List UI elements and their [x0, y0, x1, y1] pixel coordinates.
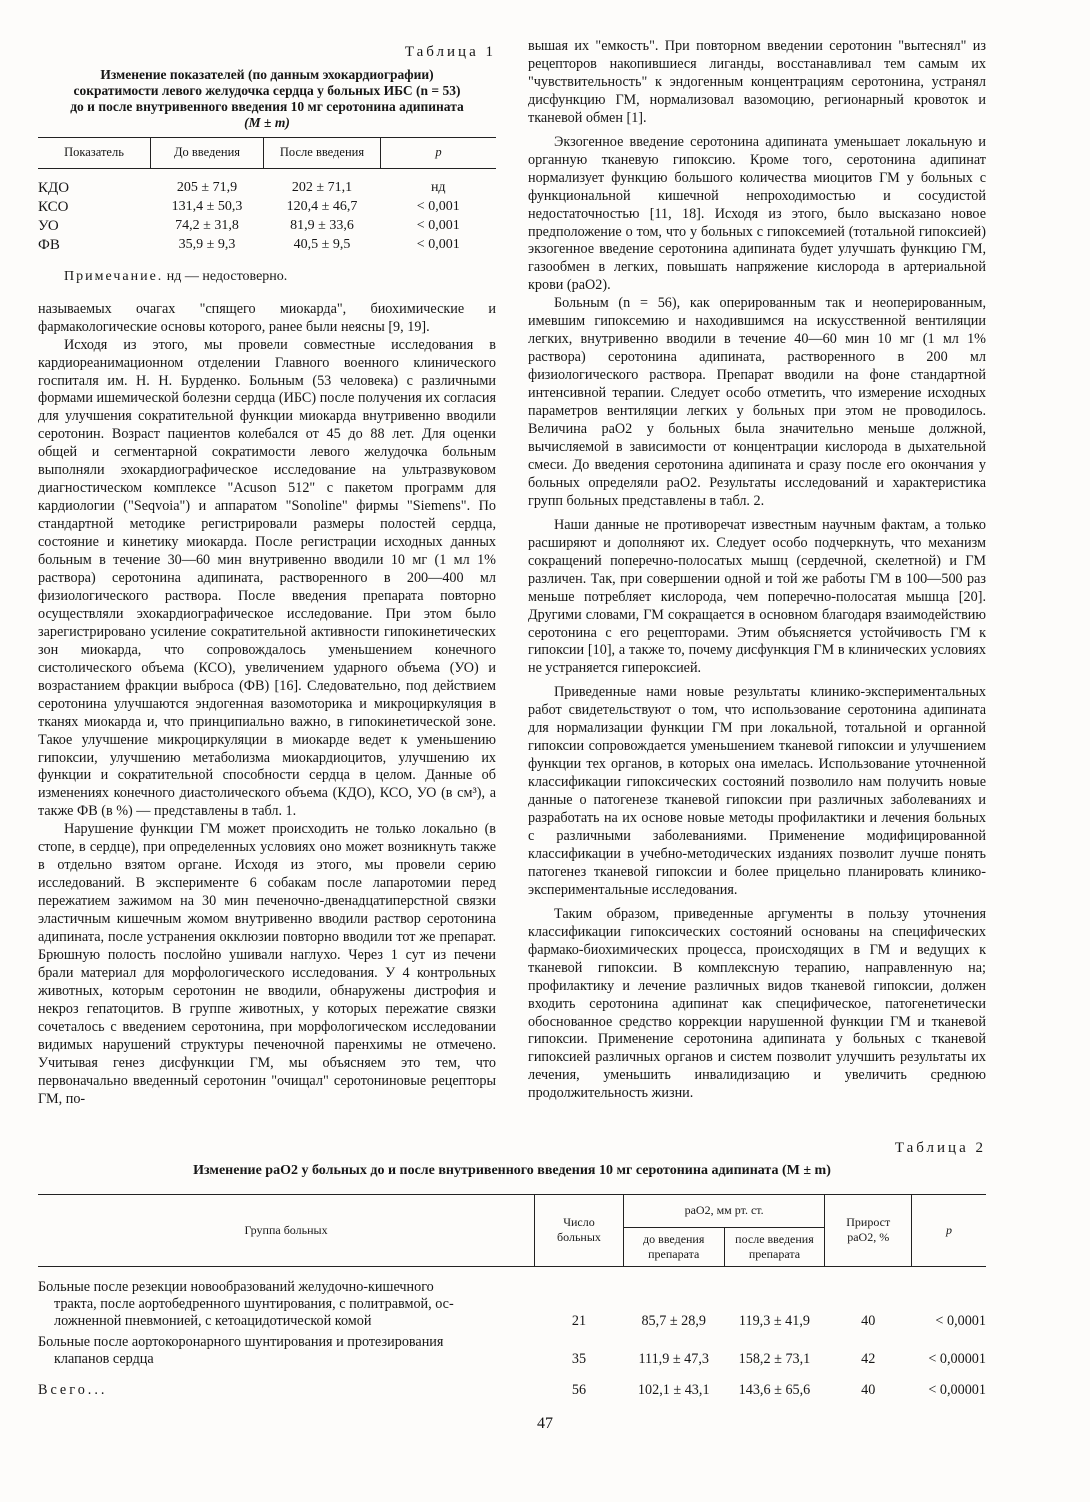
- table2-header-p: p: [912, 1194, 986, 1266]
- table2-group-cell: [38, 1330, 535, 1368]
- table1-note: [38, 269, 496, 285]
- group-line: ложненной пневмонией, с кетоацидотической комой: [54, 1312, 372, 1329]
- header-line: больных: [557, 1230, 601, 1245]
- table-cell: 42: [861, 1350, 876, 1367]
- table-cell: 85,7 ± 28,9: [641, 1312, 706, 1329]
- table2-header-before: [623, 1227, 724, 1266]
- table1-header: p: [381, 137, 497, 168]
- group-line: Больные после аортокоронарного шунтирования и протезирования: [38, 1333, 444, 1350]
- table-cell: 35,9 ± 9,3: [178, 237, 236, 253]
- table2-header-after: [724, 1227, 825, 1266]
- table-cell: < 0,001: [416, 199, 460, 215]
- table-cell: ФВ: [38, 236, 60, 253]
- group-line: Больные после резекции новообразований желудочно-кишечного: [38, 1278, 434, 1295]
- table-cell: 74,2 ± 31,8: [175, 218, 239, 234]
- table-cell: 158,2 ± 73,1: [738, 1350, 811, 1367]
- table-row: [38, 217, 496, 236]
- table1-title-line: сократимости левого желудочка сердца у больных ИБС (n = 53): [73, 82, 461, 98]
- group-line: тракта, после аортобедренного шунтирования, с политравмой, ос-: [54, 1295, 454, 1312]
- table2: [38, 1194, 986, 1399]
- table1-title-line: до и после внутривенного введения 10 мг серотонина адипината: [70, 98, 464, 114]
- paragraph: Нарушение функции ГМ может происходить не только локально (в стопе, в сердце), при определенных условиях оно может возникнуть также в отдельно взятом органе. Исходя из этого, мы провели серию исследований. В эксперименте 6 собакам после лапаротомии перед пережатием зажимом на 30 мин печеночно-двенадцатиперстной связки эластичным кишечным жомом внутривенно вводили раствор серотонина адипината, после устранения окклюзии повторно вводили тот же препарат. Брюшную полость послойно ушивали наглухо. Через 1 сут из печени брали материал для морфологического исследования. У 4 контрольных животных, которым серотонин не вводили, обнаружены дистрофия и некроз гепатоцитов. В группе животных, у которых пережатие связки сочеталось с введением серотонина, при морфологическом исследовании видимых нарушений структуры печеночной паренхимы не отмечено. Учитывая генез дисфункции ГМ, мы объясняем это тем, что первоначально введенный серотонин "очищал" серотониновые рецепторы ГМ, по-: [38, 821, 496, 1107]
- table-cell: 40: [861, 1381, 876, 1398]
- table-cell: 102,1 ± 43,1: [637, 1381, 710, 1398]
- note-label: Примечание.: [64, 268, 164, 284]
- note-text: нд — недостоверно.: [163, 268, 288, 284]
- left-column: [38, 0, 496, 1109]
- table2-block: [38, 1140, 986, 1399]
- table-row: [38, 1266, 986, 1330]
- header-line: препарата: [748, 1246, 801, 1261]
- header-line: после введения: [735, 1231, 814, 1246]
- table-cell: УО: [38, 217, 59, 234]
- table-cell: < 0,00001: [928, 1381, 986, 1398]
- table2-group-cell: [38, 1266, 535, 1330]
- table1-header: До введения: [151, 137, 264, 168]
- table1-title: [38, 67, 496, 131]
- table-cell: 120,4 ± 46,7: [286, 199, 358, 215]
- table-cell: 202 ± 71,1: [291, 180, 353, 196]
- header-line: Прирост: [846, 1215, 891, 1230]
- table1-title-line: (M ± m): [244, 114, 290, 130]
- table-cell: < 0,001: [416, 218, 460, 234]
- header-line: Число: [563, 1215, 595, 1230]
- paragraph: Таким образом, приведенные аргументы в пользу уточнения классификации гипоксических состояний основаны на специфических фармако-биохимических процесса, происходящих в ГМ и ведущих к тканевой гипоксии. В комплексную терапию, направленную на; профилактику и лечение различных видов тканевой гипоксии, должен входить серотонина адипинат как специфическое, патогенетически обоснованное средство коррекции нарушенной функции ГМ и тканевой гипоксии. Применение серотонина адипината у больных с тканевой гипоксией различных органов и систем позволит улучшить результаты их лечения, уменьшить инвалидизацию и увеличить среднюю продолжительность жизни.: [528, 905, 986, 1102]
- table2-caption: Таблица 2: [894, 1140, 986, 1156]
- table1-caption: Таблица 1: [404, 44, 496, 60]
- table-cell: 119,3 ± 41,9: [738, 1312, 811, 1329]
- table-cell: КСО: [38, 198, 69, 215]
- table-row: [38, 198, 496, 217]
- table-cell: 40: [861, 1312, 876, 1329]
- paragraph: Экзогенное введение серотонина адипината уменьшает локальную и органную тканевую гипоксию. Кроме того, серотонина адипинат нормализует функцию большого количества миоцитов ГМ у больных с функциональной кишечной непроходимостью и сосудистой недостаточностью [11, 18]. Исходя из этого, было высказано новое предположение о том, что у больных с гипоксемией (тотальной гипоксией) экзогенное введение серотонина адипината будет улучшать функцию ГМ, газообмен в легких, повышать напряжение кислорода в артериальной крови (paO2).: [528, 133, 986, 294]
- table-cell: 131,4 ± 50,3: [171, 199, 243, 215]
- table2-title: Изменение paO2 у больных до и после внутривенного введения 10 мг серотонина адипината (M ± m): [193, 1163, 831, 1178]
- table-row: [38, 168, 496, 198]
- table1-header: После введения: [264, 137, 381, 168]
- paragraph: вышая их "емкость". При повторном введении серотонин "вытеснял" из рецепторов накопившиеся лиганды, восстанавливал тем самым их "чувствительность" к эндогенным концентрациям серотонина, устранял дисфункцию ГМ, нормализовал вазомоцию, регионарный кровоток и тканевой обмен [1].: [528, 38, 986, 126]
- table-cell: нд: [430, 180, 446, 196]
- table-cell: < 0,0001: [935, 1312, 986, 1329]
- paragraph: называемых очагах "спящего миокарда", биохимические и фармакологические основы которого, ранее были неясны [9, 19].: [38, 300, 496, 335]
- table-cell: < 0,001: [416, 237, 460, 253]
- table-cell: < 0,00001: [928, 1350, 986, 1367]
- table-cell: 21: [571, 1312, 587, 1329]
- group-line: клапанов сердца: [54, 1350, 154, 1367]
- table2-header-gain: [825, 1194, 912, 1266]
- table-row: [38, 1330, 986, 1368]
- table-cell: КДО: [38, 179, 70, 196]
- table2-header-pao2: paO2, мм рт. ст.: [623, 1194, 824, 1227]
- paragraph: Наши данные не противоречат известным научным фактам, а только расширяют и дополняют их. Следует особо подчеркнуть, что механизм сокращений поперечно-полосатых мышц (сердечной, скелетной) и ГМ различен. Так, при совершении одной и той же работы ГМ в 100—500 раз меньше потребляет кислорода, чем поперечно-полосатая мышца [20]. Другими словами, ГМ сокращается в основном благодаря взаимодействию серотонина с его рецепторами. Этим объясняется устойчивость ГМ к гипоксии [10], а также то, почему дисфункция ГМ в клинических условиях не устраняется гипероксией.: [528, 516, 986, 677]
- table-row: [38, 1368, 986, 1399]
- header-line: препарата: [648, 1246, 700, 1261]
- table2-header-group: Группа больных: [38, 1194, 535, 1266]
- table-cell: 205 ± 71,9: [176, 180, 238, 196]
- table2-header-count: [535, 1194, 624, 1266]
- right-column: [528, 0, 986, 1103]
- table-cell: 81,9 ± 33,6: [290, 218, 354, 234]
- table1: [38, 137, 496, 255]
- table1-title-line: Изменение показателей (по данным эхокардиографии): [100, 67, 434, 82]
- table-cell: 56: [571, 1381, 587, 1398]
- header-line: до введения: [643, 1231, 705, 1246]
- header-line: paO2, %: [847, 1230, 890, 1245]
- paragraph: Приведенные нами новые результаты клинико-экспериментальных работ свидетельствуют о том, что использование серотонина адипината для нормализации функции ГМ при локальной, тотальной и органной гипоксии сопровождается уменьшением тканевой гипоксии и улучшением функции тех органов, в которых она имелась. Использование уточненной классификации гипоксических состояний позволило нам получить новые данные о патогенезе тканевой гипоксии при различных заболеваниях и разработать на их основе новые методы профилактики и лечения больных с различными заболеваниями. Применение модифицированной классификации в учебно-методических изданиях позволит лучше понять патогенез тканевой гипоксии и более прицельно планировать клинико-экспериментальные исследования.: [528, 684, 986, 898]
- paragraph: Исходя из этого, мы провели совместные исследования в кардиореанимационном отделении Главного военного клинического госпиталя им. Н. Н. Бурденко. Больным (53 человека) с различными формами ишемической болезни сердца (ИБС) после получения их согласия для улучшения сократительной функции миокарда внутривенно вводили серотонин. Возраст пациентов колебался от 45 до 88 лет. Для оценки общей и сегментарной сократимости левого желудочка больным выполняли эхокардиографическое исследование на ультразвуковом диагностическом комплексе "Acuson 512" с пакетом программ для кардиологии ("Seqvoia") и аппаратом "Sonoline" фирмы "Siemens". По стандартной методике регистрировали размеры полостей сердца, состояние и кинетику миокарда. После регистрации исходных данных больным в течение 30—60 мин внутривенно вводили 10 мг (1 мл 1% раствора) серотонина адипината, растворенного в 200—400 мл физиологического раствора. После введения препарата повторно осуществляли эхокардиографическое исследование. При этом было зарегистрировано усиление сократительной активности гипокинетических зон миокарда, что сопровождалось уменьшением конечного систолического объема (КСО), увеличением ударного объема (УО) и возрастанием фракции выброса (ФВ) [16]. Следовательно, под действием серотонина улучшаются эндогенная вазомоторика и микроциркуляция в тканях миокарда и, что принципиально важно, в гипокинетической зоне. Такое улучшение микроциркуляции в миокарде ведет к уменьшению гипоксии, улучшению метаболизма миокардиоцитов, улучшению их функции и сократительной способности сердца в целом. Данные об изменениях конечного диастолического объема (КДО), КСО, УО (в см³), а также ФВ (в %) — представлены в табл. 1.: [38, 336, 496, 820]
- table-row: [38, 236, 496, 255]
- table-cell: 40,5 ± 9,5: [293, 237, 351, 253]
- table-cell: 111,9 ± 47,3: [638, 1350, 710, 1367]
- table1-header: Показатель: [38, 137, 151, 168]
- page-number: 47: [537, 1415, 553, 1432]
- table-cell: 35: [571, 1350, 587, 1367]
- table2-total-label: Всего...: [38, 1381, 108, 1398]
- paragraph: Больным (n = 56), как оперированным так и неоперированным, имевшим гипоксемию и находившимся на искусственной вентиляции легких, внутривенно вводили в течение 40—60 мин 10 мг (1 мл 1% раствора) серотонина адипината, растворенного в 200 мл физиологического раствора. Препарат вводили на фоне стандартной интенсивной терапии. Следует особо отметить, что измерение исходных параметров вентиляции легких у больных при этом не проводилось. Величина paO2 у больных была значительно меньше должной, вычисляемой в зависимости от концентрации кислорода в дыхательной смеси. До введения серотонина адипината и сразу после его окончания у больных определяли paO2. Результаты исследований и характеристика групп больных представлены в табл. 2.: [528, 295, 986, 509]
- table-cell: 143,6 ± 65,6: [738, 1381, 811, 1398]
